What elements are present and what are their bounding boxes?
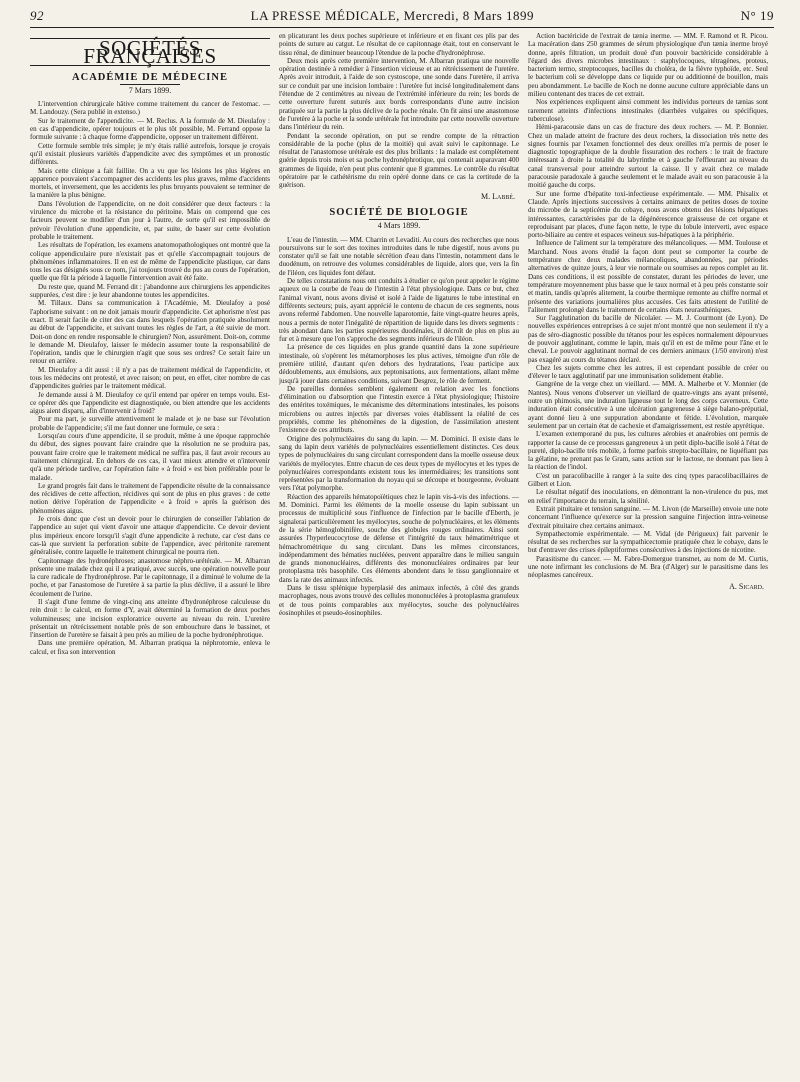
column-1 [30, 32, 270, 1072]
section-title: SOCIÉTÉS FRANÇAISES [30, 38, 270, 66]
paragraph: Dans le tissu splénique hyperplasié des animaux infectés, à côté des grands macrophages, nous avons trouvé des cellules mononucléées à protoplasma granuleux et de tous points comparables aux myélocytes, souche des polynucléaires éosinophiles et pseudo-éosinophiles. [279, 584, 519, 617]
paragraph: Extrait pituitaire et tension sanguine. — M. Livon (de Marseille) envoie une note concernant l'influence qu'exerce sur la pression sanguine l'injection intra-veineuse d'extrait pituitaire chez certains animaux. [528, 504, 768, 530]
paragraph: C'est un paracolibacille à ranger à la suite des cinq types paracolibacillaires de Gilbert et Lion. [528, 471, 768, 489]
paragraph: Sympathectomie expérimentale. — M. Vidal (de Périgueux) fait parvenir le résultat de ses recherches sur la sympathicectomie pratiquée chez le cobaye, dans le but d'entraver des crises épileptiformes consécutives à des injections de nicotine. [528, 529, 768, 555]
paragraph: M. Dieulafoy a dit aussi : il n'y a pas de traitement médical de l'appendicite, et tous les médecins ont protesté, et avec raison; on peut, en effet, citer nombre de cas d'appendicites guéries par le traitement médical. [30, 365, 270, 391]
paragraph: De telles constatations nous ont conduits à étudier ce qu'on peut appeler le régime aqueux ou la courbe de l'eau de l'intestin à l'état physiologique. Dans ce but, chez l'animal vivant, nous avons divisé et isolé à l'aide de ligatures le tube intestinal en différents secteurs; puis, ayant apprécié le contenu de chacun de ces segments, nous avons refermé l'abdomen. Une nouvelle laparotomie, faite vingt-quatre heures après, nous a permis de noter l'inégalité de répartition de liquide dans les divers segments : très abondant dans les parties supérieures duodénales, il décroît de plus en plus au fur et à mesure que l'on s'approche des segments inférieurs de l'iléon. [279, 277, 519, 344]
paragraph: Origine des polynucléaires du sang du lapin. — M. Dominici. Il existe dans le sang du lapin deux variétés de polynucléaires essentiellement distinctes. Ces deux types de polynucléaires du sang circulant correspondent dans la moelle osseuse deux variétés de myélocytes. Entre chacun de ces deux types de myélocytes et les types de polynucléaires correspondants existent tous les intermédiaires; les transitions sont représentées par la transformation du noyau qui se découpe et bourgeonne, évoluant vers l'état polymorphe. [279, 434, 519, 493]
paragraph: Le grand progrès fait dans le traitement de l'appendicite résulte de la connaissance des récidives de cette affection, récidives qui sont de plus en plus graves : de cette notion dérive l'opération de l'appendicite « à froid » après la guérison des phénomènes aigus. [30, 481, 270, 515]
paragraph: Les résultats de l'opération, les examens anatomopathologiques ont montré que la colique appendiculaire pure n'existait pas et qu'elle s'accompagnait toujours de phénomènes inflammatoires. Il en est de même de l'appendicite plastique, car dans tous les cas désignés sous ce nom, j'ai toujours trouvé du pus au cours de l'opération, quelle que fût la période à laquelle l'intervention avait été faite. [30, 241, 270, 283]
column-3 [528, 32, 768, 1072]
paragraph: Dans une première opération, M. Albarran pratiqua la néphrotomie, enleva le calcul, et fixa son intervention [30, 639, 270, 656]
signature: A. Sicard. [729, 581, 764, 591]
paragraph: L'eau de l'intestin. — MM. Charrin et Levaditi. Au cours des recherches que nous poursuivons sur le sort des toxines introduites dans le tube digestif, nous avons pu constater qu'il se fait une notable sécrétion d'eau dans l'intestin, notamment dans le duodénum, on retrouve des volumes considérables de liquide, alors que, vers la fin de l'iléon, ces liquides font défaut. [279, 235, 519, 277]
paragraph: Mais cette clinique a fait faillite. On a vu que les lésions les plus légères en apparence pouvaient s'accompagner des accidents les plus graves, même d'accidents mortels, et inversement, que les accidents les plus bruyants pouvaient se terminer de la manière la plus bénigne. [30, 166, 270, 200]
running-header [30, 8, 774, 24]
paragraph: Pour ma part, je surveille attentivement le malade et je ne base sur l'évolution probable de l'appendicite; s'il me faut donner une formule, ce sera : [30, 415, 270, 432]
paragraph: en plicaturant les deux poches supérieure et inférieure et en fixant ces plis par des points de suture au catgut. Le résultat de ce capitonnage était, tout en conservant le tissu rénal, de diminuer beaucoup l'étendue de la poche d'hydronéphrose. [279, 32, 519, 57]
paragraph: Deux mois après cette première intervention, M. Albarran pratiqua une nouvelle opération destinée à remédier à l'insertion vicieuse et au rétrécissement de l'uretère. Après avoir introduit, à l'aide de son cystoscope, une sonde dans l'uretère, il arriva sur ce conduit par une incision lombaire : l'uretère fut incisé longitudinalement dans l'étendue de 2 centimètres au niveau de l'extrémité inférieure du rein; les bords de cette ouverture furent suturés aux bords correspondants d'une autre incision pratiquée sur la partie la plus déclive de la poche rénale. On fit ainsi une anastomose de l'uretère à la poche et la sonde urétérale fut introduite par cette nouvelle ouverture dans l'intérieur du rein. [279, 56, 519, 132]
paragraph: Chez les sujets comme chez les autres, il est cependant possible de créer ou d'élever le taux agglutinatif par une immunisation solidement établie. [528, 363, 768, 381]
journal-title: LA PRESSE MÉDICALE, Mercredi, 8 Mars 1899 [250, 8, 535, 23]
paragraph: L'examen extemporané du pus, les cultures aérobies et anaérobies ont permis de rapporter la cause de ce processus gangreneux à un petit diplo-bacille isolé à l'état de pureté, diplo-bacille très mobile, à forme parfois strepto-bacillaire, ne liquéfiant pas la gélatine, ne prenant pas le Gram, sans action sur le lactose, ne donnant pas lieu à la réaction de l'indol. [528, 430, 768, 472]
session-date: 4 Mars 1899. [377, 221, 421, 231]
paragraph: Cette formule semble très simple; je m'y étais rallié autrefois, lorsque je croyais qu'il existait plusieurs variétés d'appendicite avec des symptômes et un pronostic différents. [30, 141, 270, 167]
paragraph: Sur une forme d'hépatite toxi-infectieuse expérimentale. — MM. Phisalix et Claude. Après injections successives à certains animaux de petites doses de toxine du microbe de la septicémie du cobaye, nous avons obtenu des lésions hépatiques intéressantes, caractérisées par de la dégénérescence graisseuse de cet organe et reproduisant par places, d'une façon nette, le type du lobule interverti, avec espace porto-biliaire au centre et espaces veineux sus-hépatiques à la périphérie. [528, 189, 768, 240]
paragraph: Sur l'agglutination du bacille de Nicolaïer. — M. J. Courmont (de Lyon). De nouvelles expériences entreprises à ce sujet m'ont montré que non seulement il n'y a pas de séro-diagnostic possible du tétanos pour les espèces normalement dépourvues de pouvoir agglutinant, comme le lapin, mais qu'il en est de même pour l'âne et le cheval. Le pouvoir agglutinant normal de ces derniers animaux (1/50 environ) n'est pas exagéré au cours du tétanos déclaré. [528, 314, 768, 364]
paragraph: Le résultat négatif des inoculations, en démontrant la non-virulence du pus, met en relief l'importance du terrain, la sénilité. [528, 488, 768, 505]
issue-number: N° 19 [740, 8, 774, 23]
paragraph: Hémi-paracousie dans un cas de fracture des deux rochers. — M. P. Bonnier. Chez un malade atteint de fracture des deux rochers, la dissociation très nette des signes fournis par l'examen fonctionnel des deux oreilles m'a permis de poser le diagnostic topographique de la double fissuration des rochers : le trait de fracture intéressant à droite la totalité du labyrinthe et à gauche l'effleurant au niveau du canal transversal pour atteindre surtout la caisse. Il y avait chez ce malade paracousie paradoxale à gauche seulement et le malade avait eu son paracousie à la moitié gauche du corps. [528, 123, 768, 190]
column-2 [279, 32, 519, 1072]
paragraph: Réaction des appareils hématopoïétiques chez le lapin vis-à-vis des infections. — M. Dominici. Parmi les éléments de la moelle osseuse du lapin subissant un processus de multiplicité sous l'influence de l'infection par le bacille d'Eberth, je signalerai particulièrement les myélocytes, souche de polynucléaires, et les éléments de la série hémoglobinifère, souche des globules rouges ordinaires. Ainsi sont assurées l'hyperleucocytose de défense et l'intégrité du taux hématimétrique et hémachrométrique du sang circulant. Dans les mêmes circonstances, indépendamment des hématies nucléées, peuvent apparaître dans le milieu sanguin de grands mononucléaires, différents des mononucléaires ordinaires par leur protoplasma très basophile. Ces éléments abondent dans le tissu ganglionnaire et dans la rate des animaux infectés. [279, 492, 519, 584]
paragraph: De pareilles données semblent également en relation avec les fonctions d'élimination ou d'absorption que l'intestin exerce à l'état physiologique; l'histoire des entérites toxémiques, le mécanisme des déterminations intestinales, les poisons microbiens ou autres injectés par diverses voies établissent la réalité de ces propriétés, comme les phénomènes de la digestion, de l'assimilation attestent l'existence de ces attributs. [279, 384, 519, 435]
paragraph: Gangrène de la verge chez un vieillard. — MM. A. Malherbe et V. Monnier (de Nantes). Nous venons d'observer un vieillard de quatre-vingts ans ayant présenté, outre un phimosis, une induration ligneuse tout le long des corps caverneux. Cette induration était consécutive à une ulcération gangreneuse à siège balano-préputial, ayant donné lieu à une suppuration abondante et fétide. L'évolution, marquée seulement par un certain état de cachexie et d'amaigrissement, est restée apyrétique. [528, 380, 768, 430]
paragraph: Lorsqu'au cours d'une appendicite, il se produit, même à une époque rapprochée du début, des signes pouvant faire craindre que la résolution ne se produira pas, pouvant faire croire que le traitement médical ne suffira pas, il faut avoir recours au traitement chirurgical. En dehors de ces cas, il vaut mieux attendre et n'intervenir qu'à une période tardive, car l'opération faite « à froid » est bien préférable pour le malade. [30, 432, 270, 482]
signature: M. Labbé. [480, 191, 515, 201]
session-date: 7 Mars 1899. [128, 85, 172, 95]
paragraph: M. Tillaux. Dans sa communication à l'Académie, M. Dieulafoy a posé l'aphorisme suivant : on ne doit jamais mourir d'appendicite. Cet aphorisme n'est pas exact. Il serait facile de citer des cas dans lesquels l'opération pratiquée absolument au début de l'appendicite, et suivant toutes les règles de l'art, a été suivie de mort. Doit-on donc en rendre responsable le chirurgien? Non, assurément. Doit-on, comme le demande M. Dieulafoy, laisser le médecin assumer toute la responsabilité de l'opération, tandis que le chirurgien n'agit que sous ses ordres? Ce serait faire un retour en arrière. [30, 299, 270, 366]
divider [369, 219, 429, 220]
paragraph: Il s'agit d'une femme de vingt-cinq ans atteinte d'hydronéphrose calculeuse du rein droit : le calcul, en forme d'Y, avait déterminé la formation de deux poches volumineuses; une incision exploratrice ouverte au niveau du rein. L'uretère présentait un rétrécissement notable près de son embouchure dans le bassinet, et l'insertion de l'uretère se faisait à peu près au milieu de la poche hydronéphrotique. [30, 598, 270, 640]
paragraph: Sur le traitement de l'appendicite. — M. Reclus. A la formule de M. Dieulafoy : en cas d'appendicite, opérer toujours et le plus tôt possible, M. Ferrand oppose la formule suivante : à chaque forme d'appendicite, opposer un traitement différent. [30, 116, 270, 142]
paragraph: Je demande aussi à M. Dieulafoy ce qu'il entend par opérer en temps voulu. Est-ce opérer dès que l'appendicite est diagnostiquée, ou bien attendre que les accidents aigus aient disparu, afin d'intervenir à froid? [30, 390, 270, 416]
paragraph: La présence de ces liquides en plus grande quantité dans la zone supérieure intestinale, où s'opèrent les métamorphoses les plus actives, témoigne d'un rôle de première utilité, d'autant qu'en dehors des hydratations, l'eau participe aux dédoublements, aux émulsions, aux peptonisations, aux fermentations, allant même jusqu'à jouer dans certaines conditions, suivant Desgrez, le rôle de ferment. [279, 343, 519, 385]
columns [30, 32, 774, 1072]
paragraph: L'intervention chirurgicale hâtive comme traitement du cancer de l'estomac. — M. Landouzy. (Sera publié in extenso.) [30, 100, 270, 117]
paragraph: Parasitisme du cancer. — M. Fabre-Domergue transmet, au nom de M. Curtis, une note infirmant les conclusions de M. Bra (d'Alger) sur le parasitisme dans les néoplasmes cancéreux. [528, 554, 768, 580]
paragraph: Influence de l'aliment sur la température des mélancoliques. — MM. Toulouse et Marchand. Nous avons étudié la façon dont peut se comporter la courbe de température chez deux malades mélancoliques, abandonnées, par périodes alternatives de quinze jours, à leur vie normale ou soumises au repos complet au lit. Dans ces conditions, il est possible de constater, durant les périodes de lever, une température moyennement plus basse que le taux normal et à peu près constante soir et matin, tandis qu'après alitement, la courbe thermique remonte au chiffre normal et présente des variations journalières plus accusées. Ces faits attestent de l'utilité de l'alitement prolongé dans le traitement de certains états neurasthéniques. [528, 239, 768, 314]
society-title: SOCIÉTÉ DE BIOLOGIE [329, 206, 469, 218]
header-rule [30, 27, 774, 28]
divider [120, 84, 180, 85]
paragraph: Du reste que, quand M. Ferrand dit : j'abandonne aux chirurgiens les appendicites suppurées, c'est dire : je leur abandonne toutes les appendicites. [30, 282, 270, 300]
paragraph: Nos expériences expliquent ainsi comment les individus porteurs de tænias sont rarement atteints d'infections intestinales (diarrhées vulgaires ou spécifiques, tuberculose). [528, 98, 768, 123]
paragraph: Pendant la seconde opération, on put se rendre compte de la rétraction considérable de la poche (plus de la moitié) qui avait suivi le capitonnage. Le résultat de l'anastomose urétérale est des plus brillants : la malade est complètement guérie depuis trois mois et sa poche hydronéphrotique, qui contenait auparavant 400 grammes de liquide, n'en peut plus contenir que 8 grammes. Le contrôle du résultat opératoire par le cathétérisme du rein opéré donne dans ce cas la certitude de la guérison. [279, 131, 519, 190]
paragraph: Action bactéricide de l'extrait de tænia inerme. — MM. F. Ramond et R. Picou. La macération dans 250 grammes de sérum physiologique d'un tænia inerme broyé donne, après filtration, un produit doué d'un pouvoir bactéricide considérable à l'égard des divers microbes intestinaux : staphylocoques, tétragènes, proteus, bacterium termo, streptocoques, bacilles du choléra, de la fièvre typhoïde, etc. Seul le bacterium coli se développe dans ce liquide pur ou additionné de bouillon, mais peu abondamment. Le bacille de Koch ne donne aucune culture appréciable dans un milieu contenant des traces de cet extrait. [528, 32, 768, 99]
academy-title: ACADÉMIE DE MÉDECINE [72, 71, 228, 83]
paragraph: Dans l'évolution de l'appendicite, on ne doit considérer que deux facteurs : la virulence du microbe et la résistance du péritoine. Mais on comprend que ces facteurs peuvent se modifier d'un jour à l'autre, de sorte qu'il est impossible de prévoir l'évolution d'une appendicite, et, par suite, de baser sur cette évolution probable le traitement. [30, 199, 270, 241]
page-number: 92 [30, 8, 44, 23]
paragraph: Capitonnage des hydronéphroses; anastomose néphro-urétérale. — M. Albarran présente une malade chez qui il a pratiqué, avec succès, une opération nouvelle pour la cure radicale de l'hydronéphrose. Par le capitonnage, il a diminué le volume de la poche, et par l'anastomose de l'uretère à sa partie la plus déclive, il a assuré le libre écoulement de l'urine. [30, 556, 270, 598]
paragraph: Je crois donc que c'est un devoir pour le chirurgien de conseiller l'ablation de l'appendice au sujet qui vient d'avoir une attaque d'appendicite. Ce devoir devient plus impérieux encore lorsqu'il s'agit d'une appendicite à rechute, car c'est dans ce cas-là que survient la perforation subite de l'appendice, avec péritonite rarement généralisée, contre laquelle le traitement chirurgical ne pourra rien. [30, 515, 270, 557]
